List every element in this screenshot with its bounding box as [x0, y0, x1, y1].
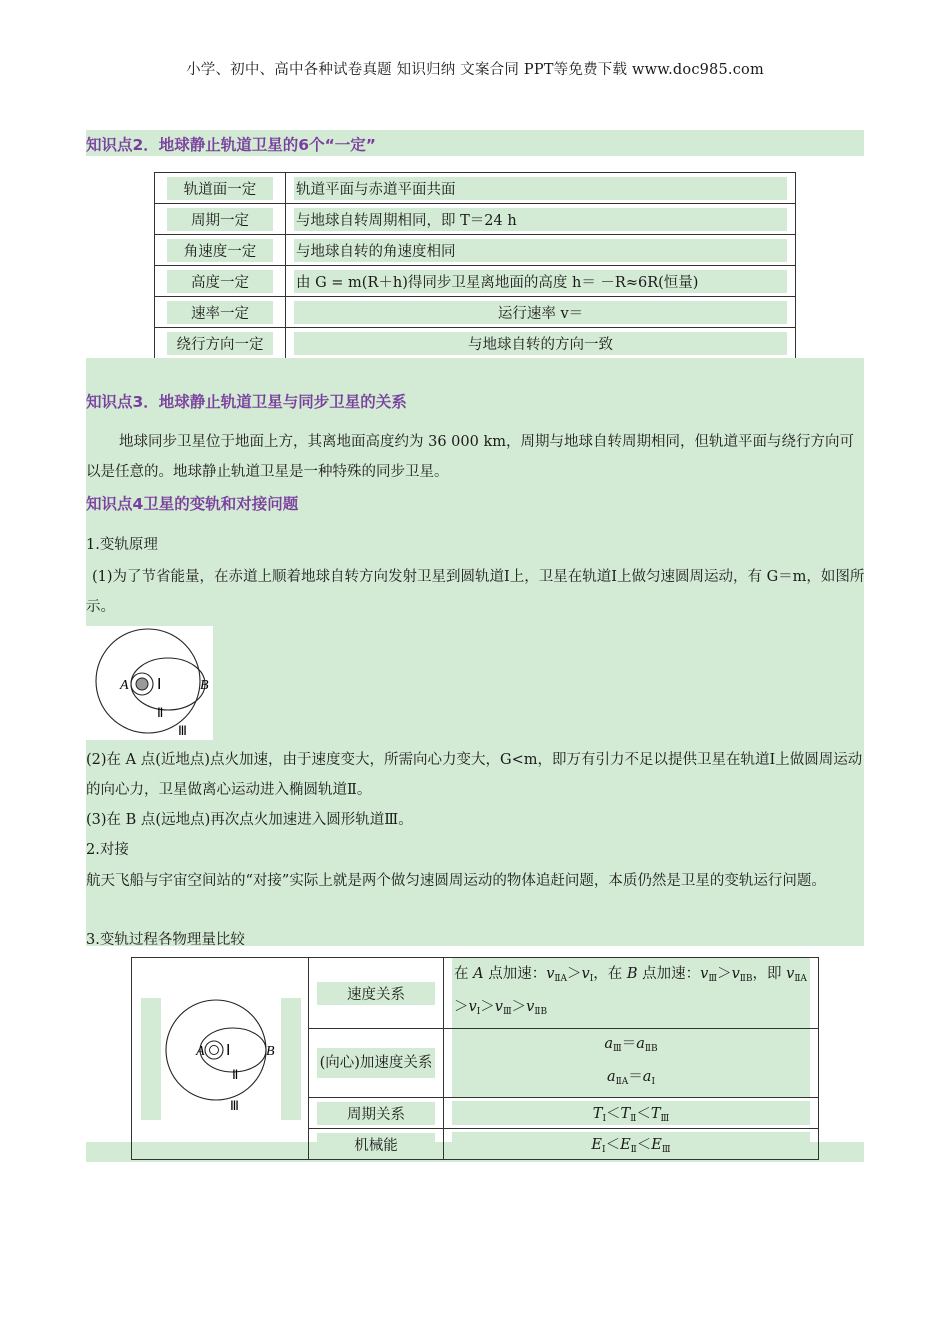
paragraph-orbit-1: (1)为了节省能量，在赤道上顺着地球自转方向发射卫星到圆轨道Ⅰ上，卫星在轨道Ⅰ上做匀速圆周运动，有 G＝m，如图所示。 — [86, 569, 865, 615]
orbit-3-label: Ⅲ — [230, 1097, 239, 1113]
table-row — [155, 297, 796, 328]
subheading-orbit-principle: 1.变轨原理 — [86, 537, 158, 553]
orbit-2-label: Ⅱ — [232, 1066, 239, 1082]
acceleration-value — [452, 1029, 810, 1097]
table-row — [155, 328, 796, 359]
table-row — [132, 958, 819, 1029]
row-value: 由 G = m(R＋h)得同步卫星离地面的高度 h＝ －R≈6R(恒量) — [294, 270, 787, 293]
orbit-diagram — [86, 626, 213, 740]
point-a-label: A — [120, 678, 129, 693]
section3-title: 知识点3．地球静止轨道卫星与同步卫星的关系 — [86, 393, 407, 411]
orbit-2-label: Ⅱ — [157, 705, 164, 720]
orbit-1-label: Ⅰ — [226, 1042, 231, 1059]
period-label: 周期关系 — [317, 1102, 435, 1125]
row-key: 轨道面一定 — [167, 177, 273, 200]
section4-title: 知识点4卫星的变轨和对接问题 — [86, 495, 299, 513]
table-row — [155, 235, 796, 266]
section2-title: 知识点2．地球静止轨道卫星的6个“一定” — [86, 136, 376, 154]
row-key: 速率一定 — [167, 301, 273, 324]
row-key: 角速度一定 — [167, 239, 273, 262]
orbit-III-circle — [166, 1000, 266, 1100]
paragraph-orbit-3: (3)在 B 点(远地点)再次点火加速进入圆形轨道Ⅲ。 — [86, 812, 413, 828]
paragraph-docking: 航天飞船与宇宙空间站的“对接”实际上就是两个做匀速圆周运动的物体追赶问题，本质仍然是卫星的变轨运行问题。 — [86, 873, 826, 889]
row-value: 轨道平面与赤道平面共面 — [294, 177, 787, 200]
energy-value: $E_Ⅰ<E_Ⅱ<E_Ⅲ$ — [452, 1132, 810, 1156]
orbit-3-label: Ⅲ — [178, 723, 187, 738]
orbit-1-label: Ⅰ — [157, 677, 162, 693]
earth-icon — [136, 678, 148, 690]
acc-line-2: $a_{ⅡA}=a_Ⅰ$ — [607, 1069, 655, 1087]
acceleration-label: (向心)加速度关系 — [317, 1048, 435, 1078]
paragraph-orbit-2: (2)在 A 点(近地点)点火加速，由于速度变大，所需向心力变大，G<m，即万有引力不足以提供卫星在轨道Ⅰ上做圆周运动的向心力，卫星做离心运动进入椭圆轨道Ⅱ。 — [86, 752, 863, 798]
stationary-satellite-table — [154, 172, 796, 359]
comparison-table — [131, 957, 819, 1160]
acc-line-1: $a_Ⅲ=a_{ⅡB}$ — [604, 1036, 658, 1054]
speed-value: 在 A 点加速：$v_{ⅡA}>v_Ⅰ$，在 B 点加速：$v_Ⅲ>v_{ⅡB}$，即 $v_{ⅡA}>v_Ⅰ>v_Ⅲ>v_{ⅡB}$ — [452, 958, 810, 1028]
row-value: 与地球自转周期相同，即 T＝24 h — [294, 208, 787, 231]
subheading-comparison: 3.变轨过程各物理量比较 — [86, 932, 245, 948]
row-key: 绕行方向一定 — [167, 332, 273, 355]
orbit-I-circle — [205, 1041, 223, 1059]
point-a-label: A — [196, 1043, 205, 1059]
orbit-figure — [86, 626, 213, 740]
row-key: 高度一定 — [167, 270, 273, 293]
row-key: 周期一定 — [167, 208, 273, 231]
green-bar-right — [281, 998, 301, 1120]
page-header: 小学、初中、高中各种试卷真题 知识归纳 文案合同 PPT等免费下载 www.doc985.com — [186, 62, 764, 78]
speed-label: 速度关系 — [317, 982, 435, 1005]
row-value: 与地球自转的角速度相同 — [294, 239, 787, 262]
energy-label: 机械能 — [317, 1133, 435, 1156]
period-value: $T_Ⅰ<T_Ⅱ<T_Ⅲ$ — [452, 1101, 810, 1125]
orbit-III-circle — [96, 629, 200, 733]
table-row — [155, 266, 796, 297]
figure-cell — [132, 958, 309, 1160]
earth-icon — [210, 1045, 219, 1054]
orbit-diagram-2 — [132, 968, 308, 1150]
row-value: 运行速率 v＝ — [294, 301, 787, 324]
point-b-label: B — [200, 678, 209, 693]
subheading-docking: 2.对接 — [86, 842, 129, 858]
section3-paragraph: 地球同步卫星位于地面上方，其离地面高度约为 36 000 km，周期与地球自转周期相同，但轨道平面与绕行方向可以是任意的。地球静止轨道卫星是一种特殊的同步卫星。 — [86, 434, 854, 480]
table-row — [155, 173, 796, 204]
table-row — [155, 204, 796, 235]
point-b-label: B — [266, 1043, 275, 1059]
green-bar-left — [141, 998, 161, 1120]
row-value: 与地球自转的方向一致 — [294, 332, 787, 355]
